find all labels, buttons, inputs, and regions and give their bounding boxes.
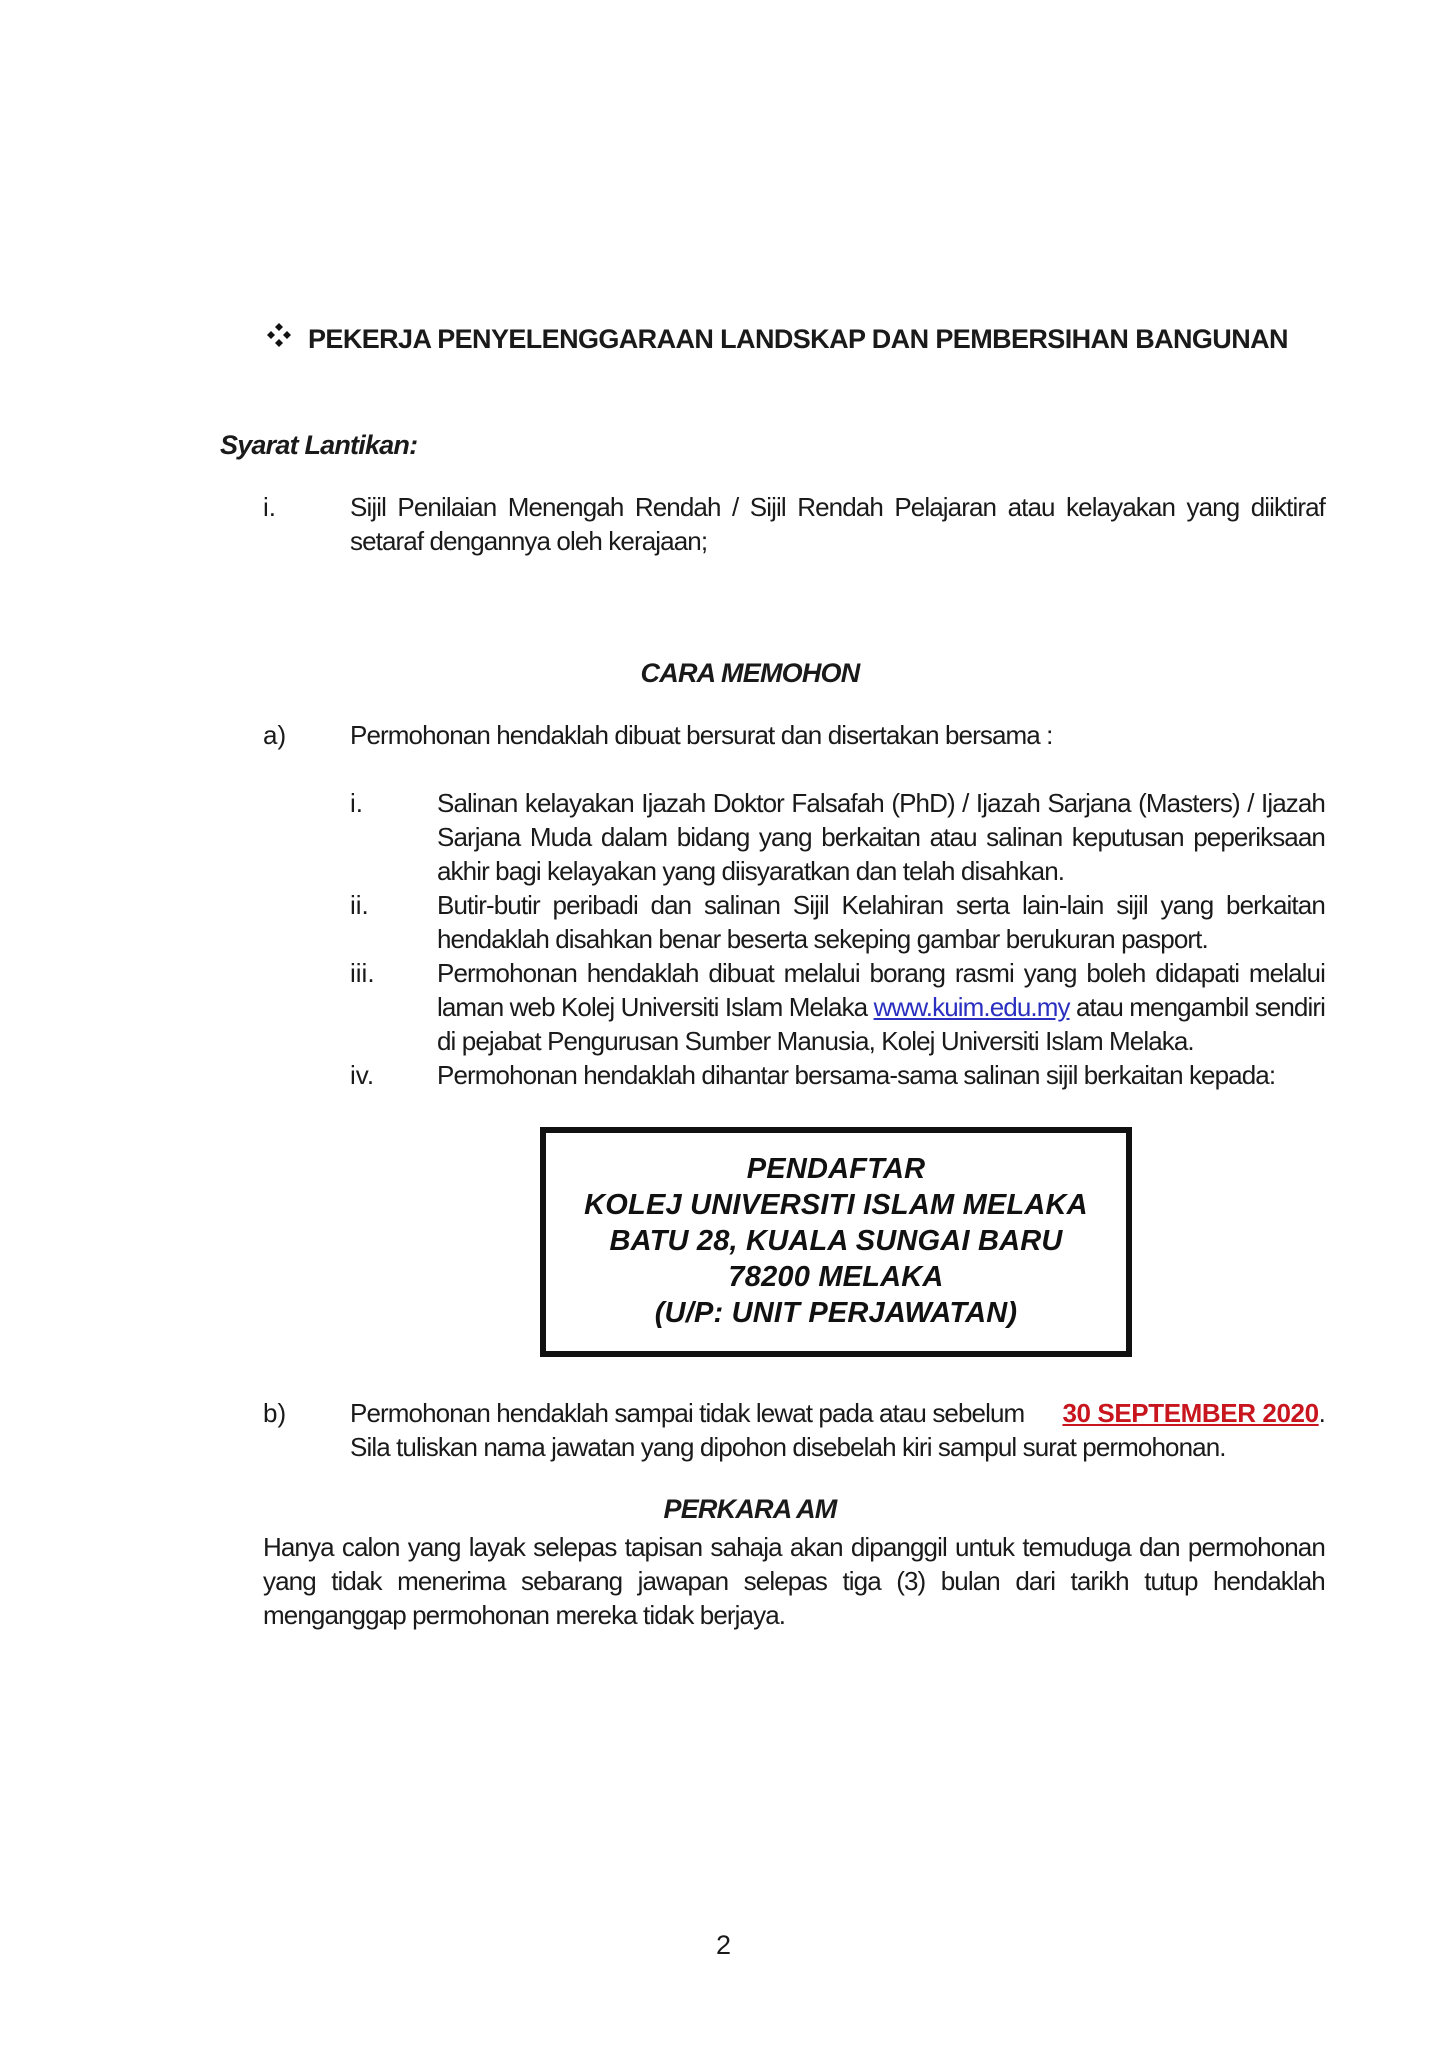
word: / — [1247, 788, 1254, 818]
word: yang — [407, 1532, 461, 1562]
word: Permohonan — [437, 958, 577, 988]
word: kelayakan — [1066, 492, 1176, 522]
sub-item-line — [437, 820, 1325, 854]
word: yang — [1023, 958, 1077, 988]
word: kelayakan — [524, 788, 634, 818]
word: tutup — [1144, 1566, 1198, 1596]
sub-item-label: i. — [350, 788, 363, 818]
address-line: BATU 28, KUALA SUNGAI BARU — [609, 1225, 1063, 1257]
word: permohonan — [1187, 1532, 1325, 1562]
sub-item-label: iv. — [350, 1060, 375, 1090]
word: peribadi — [552, 890, 638, 920]
page-number: 2 — [715, 1930, 732, 1960]
word: yang — [758, 822, 812, 852]
word: Butir-butir — [437, 890, 540, 920]
word: Sijil — [792, 890, 829, 920]
word: dalam — [600, 822, 668, 852]
word: bidang — [676, 822, 750, 852]
word: jawapan — [637, 1566, 729, 1596]
word: bulan — [940, 1566, 1000, 1596]
sub-item-text: laman web Kolej Universiti Islam Melaka — [437, 992, 868, 1022]
word: tiga — [842, 1566, 881, 1596]
word: tarikh — [1070, 1566, 1129, 1596]
word: salinan — [986, 822, 1063, 852]
sub-item-line: di pejabat Pengurusan Sumber Manusia, Kolej Universiti Islam Melaka. — [437, 1026, 1194, 1056]
word: borang — [869, 958, 946, 988]
word: Falsafah — [791, 788, 884, 818]
item-b-text: Permohonan hendaklah sampai tidak lewat pada atau sebelum — [350, 1398, 1025, 1428]
item-b-line: Sila tuliskan nama jawatan yang dipohon disebelah kiri sampul surat permohonan. — [350, 1432, 1226, 1462]
word: Ijazah — [975, 788, 1040, 818]
word: calon — [341, 1532, 400, 1562]
word: salinan — [703, 890, 781, 920]
diamond-bullet-icon — [266, 322, 292, 355]
address-line: 78200 MELAKA — [728, 1261, 944, 1293]
word: yang — [263, 1566, 316, 1596]
word: sebarang — [520, 1566, 623, 1596]
word: hendaklah — [1212, 1566, 1325, 1596]
word: atau — [1007, 492, 1055, 522]
sub-item-line — [437, 786, 1325, 820]
address-line: (U/P: UNIT PERJAWATAN) — [654, 1297, 1018, 1329]
word: akan — [789, 1532, 843, 1562]
syarat-item-label: i. — [263, 492, 276, 522]
word: Doktor — [712, 788, 784, 818]
word: Sijil — [350, 492, 386, 522]
section-heading — [266, 322, 1288, 355]
word: hendaklah — [586, 958, 699, 988]
address-line: PENDAFTAR — [746, 1153, 926, 1185]
word: Penilaian — [397, 492, 497, 522]
item-a-text: Permohonan hendaklah dibuat bersurat dan disertakan bersama : — [350, 720, 1053, 750]
word: berkaitan — [821, 822, 921, 852]
sub-item-line-with-link — [437, 990, 1325, 1024]
word: tapisan — [624, 1532, 703, 1562]
item-b-label: b) — [263, 1398, 287, 1428]
heading-title: PEKERJA PENYELENGGARAAN LANDSKAP DAN PEMBERSIHAN BANGUNAN — [308, 324, 1288, 354]
cara-memohon-title: CARA MEMOHON — [640, 658, 860, 688]
word: (Masters) — [1138, 788, 1240, 818]
perkara-am-title: PERKARA AM — [663, 1494, 837, 1524]
word: atau — [929, 822, 977, 852]
word: yang — [1186, 492, 1240, 522]
address-line: KOLEJ UNIVERSITI ISLAM MELAKA — [584, 1189, 1088, 1221]
word: didapati — [1155, 958, 1240, 988]
item-b-punct: . — [1318, 1398, 1325, 1428]
word: dibuat — [708, 958, 774, 988]
word: Ijazah — [1261, 788, 1325, 818]
word: dan — [650, 890, 692, 920]
word: berkaitan — [1226, 890, 1325, 920]
sub-item-line: akhir bagi kelayakan yang diisyaratkan dan telah disahkan. — [437, 856, 1065, 886]
word: rasmi — [954, 958, 1014, 988]
sub-item-line: hendaklah disahkan benar beserta sekeping gambar berukuran pasport. — [437, 924, 1208, 954]
word: keputusan — [1071, 822, 1184, 852]
word: selepas — [743, 1566, 827, 1596]
word: Salinan — [437, 788, 518, 818]
syarat-item-line: setaraf dengannya oleh kerajaan; — [350, 526, 708, 556]
word: Rendah — [797, 492, 883, 522]
word: / — [962, 788, 969, 818]
perkara-line — [263, 1564, 1325, 1598]
word: dari — [1015, 1566, 1056, 1596]
word: sijil — [1116, 890, 1148, 920]
word: selepas — [533, 1532, 617, 1562]
website-link[interactable]: www.kuim.edu.my — [873, 992, 1070, 1022]
word: Sarjana — [437, 822, 521, 852]
perkara-line — [263, 1530, 1325, 1564]
address-box — [540, 1127, 1132, 1357]
deadline-date: 30 SEPTEMBER 2020 — [1062, 1398, 1319, 1428]
word: Menengah — [507, 492, 624, 522]
word: sahaja — [710, 1532, 782, 1562]
sub-item-line — [437, 956, 1325, 990]
word: dipanggil — [850, 1532, 947, 1562]
word: Sarjana — [1047, 788, 1131, 818]
word: melalui — [783, 958, 860, 988]
word: lain-lain — [1021, 890, 1104, 920]
word: layak — [468, 1532, 525, 1562]
word: diiktiraf — [1250, 492, 1325, 522]
sub-item-line: Permohonan hendaklah dihantar bersama-sama salinan sijil berkaitan kepada: — [437, 1060, 1276, 1090]
word: temuduga — [1022, 1532, 1131, 1562]
word: melalui — [1248, 958, 1325, 988]
sub-item-label: iii. — [350, 958, 375, 988]
word: boleh — [1086, 958, 1146, 988]
word: menerima — [397, 1566, 506, 1596]
word: Ijazah — [641, 788, 706, 818]
sub-item-text: atau mengambil sendiri — [1075, 992, 1325, 1022]
word: Muda — [529, 822, 592, 852]
word: Sijil — [749, 492, 786, 522]
word: serta — [955, 890, 1010, 920]
word: peperiksaan — [1193, 822, 1325, 852]
perkara-line: menganggap permohonan mereka tidak berjaya. — [263, 1600, 786, 1630]
word: Rendah — [634, 492, 721, 522]
syarat-title: Syarat Lantikan: — [220, 430, 418, 460]
word: (PhD) — [891, 788, 955, 818]
word: tidak — [331, 1566, 382, 1596]
syarat-item-line — [350, 490, 1325, 524]
word: untuk — [955, 1532, 1015, 1562]
word: / — [732, 492, 739, 522]
word: Kelahiran — [841, 890, 944, 920]
item-b-line — [350, 1396, 1325, 1430]
sub-item-label: ii. — [350, 890, 369, 920]
word: Pelajaran — [894, 492, 997, 522]
sub-item-line — [437, 888, 1325, 922]
word: dan — [1139, 1532, 1180, 1562]
word: yang — [1160, 890, 1214, 920]
word: Hanya — [263, 1532, 334, 1562]
word: (3) — [896, 1566, 926, 1596]
item-a-label: a) — [263, 720, 287, 750]
